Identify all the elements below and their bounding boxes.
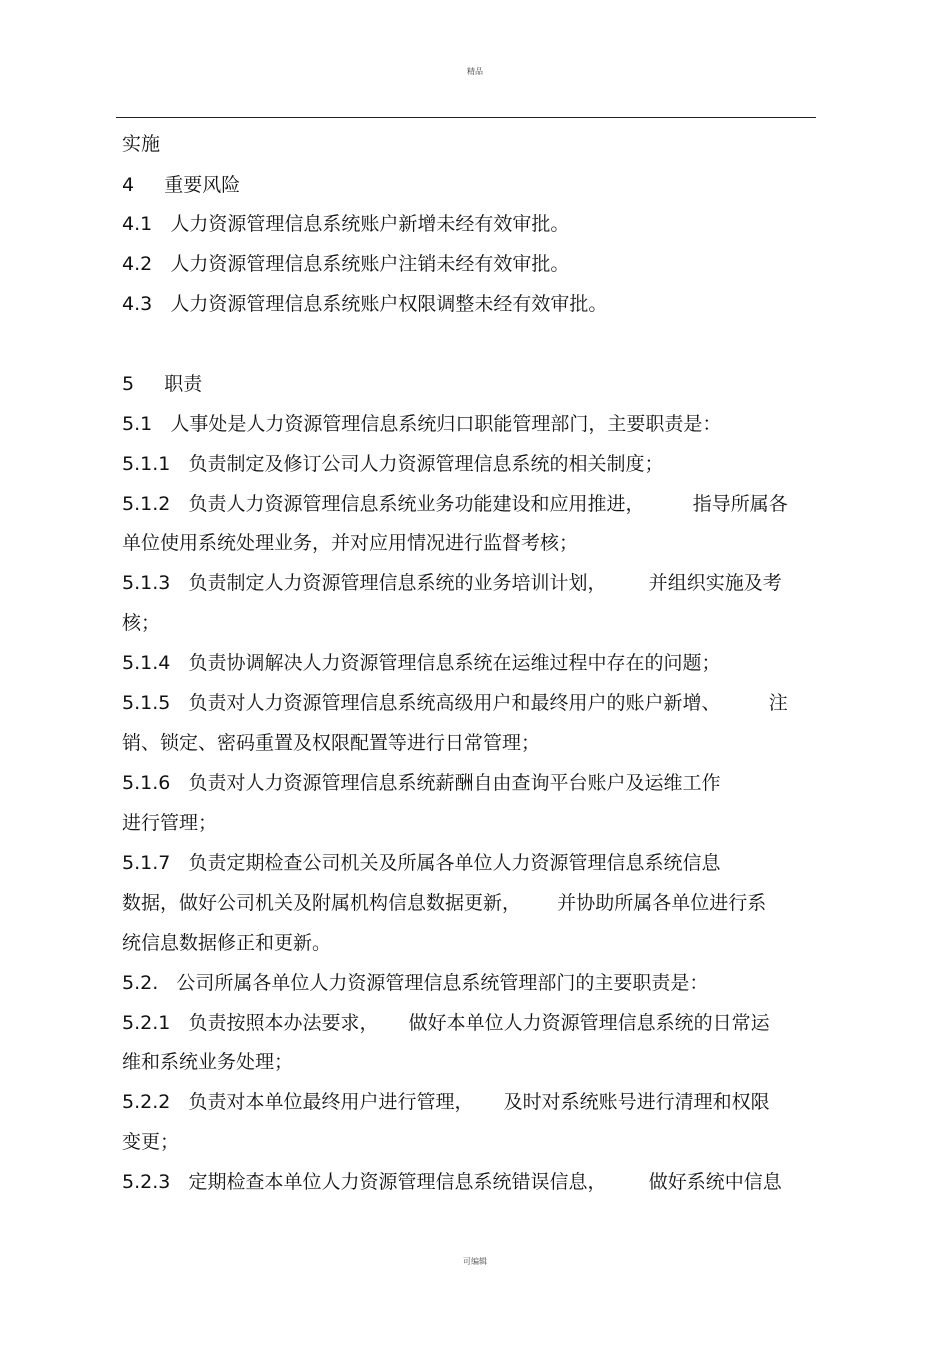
text-line: 5.2.3 定期检查本单位人力资源管理信息系统错误信息， 做好系统中信息 [122, 1171, 782, 1193]
text-line: 变更； [122, 1131, 180, 1153]
text-line: 4.2 人力资源管理信息系统账户注销未经有效审批。 [122, 253, 570, 275]
text-line: 5.1 人事处是人力资源管理信息系统归口职能管理部门，主要职责是： [122, 413, 722, 435]
text-line: 5.2.1 负责按照本办法要求， 做好本单位人力资源管理信息系统的日常运 [122, 1012, 770, 1034]
page-header-mark: 精品 [467, 67, 483, 76]
text-line: 单位使用系统处理业务，并对应用情况进行监督考核； [122, 532, 579, 554]
section-heading: 4 重要风险 [122, 174, 241, 196]
text-line: 5.1.4 负责协调解决人力资源管理信息系统在运维过程中存在的问题； [122, 652, 721, 674]
text-line: 4.3 人力资源管理信息系统账户权限调整未经有效审批。 [122, 293, 608, 315]
text-line: 5.1.3 负责制定人力资源管理信息系统的业务培训计划， 并组织实施及考 [122, 572, 782, 594]
text-line: 销、锁定、密码重置及权限配置等进行日常管理； [122, 732, 541, 754]
page-footer-mark: 可编辑 [463, 1257, 487, 1266]
text-line: 核； [122, 612, 161, 634]
text-line: 5.1.2 负责人力资源管理信息系统业务功能建设和应用推进， 指导所属各 [122, 493, 788, 515]
text-line: 维和系统业务处理； [122, 1051, 294, 1073]
text-line: 5.1.5 负责对人力资源管理信息系统高级用户和最终用户的账户新增、 注 [122, 692, 788, 714]
text-line: 4.1 人力资源管理信息系统账户新增未经有效审批。 [122, 213, 570, 235]
text-line: 5.1.1 负责制定及修订公司人力资源管理信息系统的相关制度； [122, 453, 664, 475]
text-line: 5.2. 公司所属各单位人力资源管理信息系统管理部门的主要职责是： [122, 972, 709, 994]
text-line: 5.2.2 负责对本单位最终用户进行管理， 及时对系统账号进行清理和权限 [122, 1091, 770, 1113]
text-line: 5.1.7 负责定期检查公司机关及所属各单位人力资源管理信息系统信息 [122, 852, 721, 874]
text-line: 5.1.6 负责对人力资源管理信息系统薪酬自由查询平台账户及运维工作 [122, 772, 721, 794]
text-line: 实施 [122, 133, 161, 155]
header-rule [116, 117, 816, 118]
text-line: 数据，做好公司机关及附属机构信息数据更新， 并协助所属各单位进行系 [122, 892, 767, 914]
section-heading: 5 职责 [122, 373, 203, 395]
text-line: 进行管理； [122, 812, 218, 834]
text-line: 统信息数据修正和更新。 [122, 932, 332, 954]
